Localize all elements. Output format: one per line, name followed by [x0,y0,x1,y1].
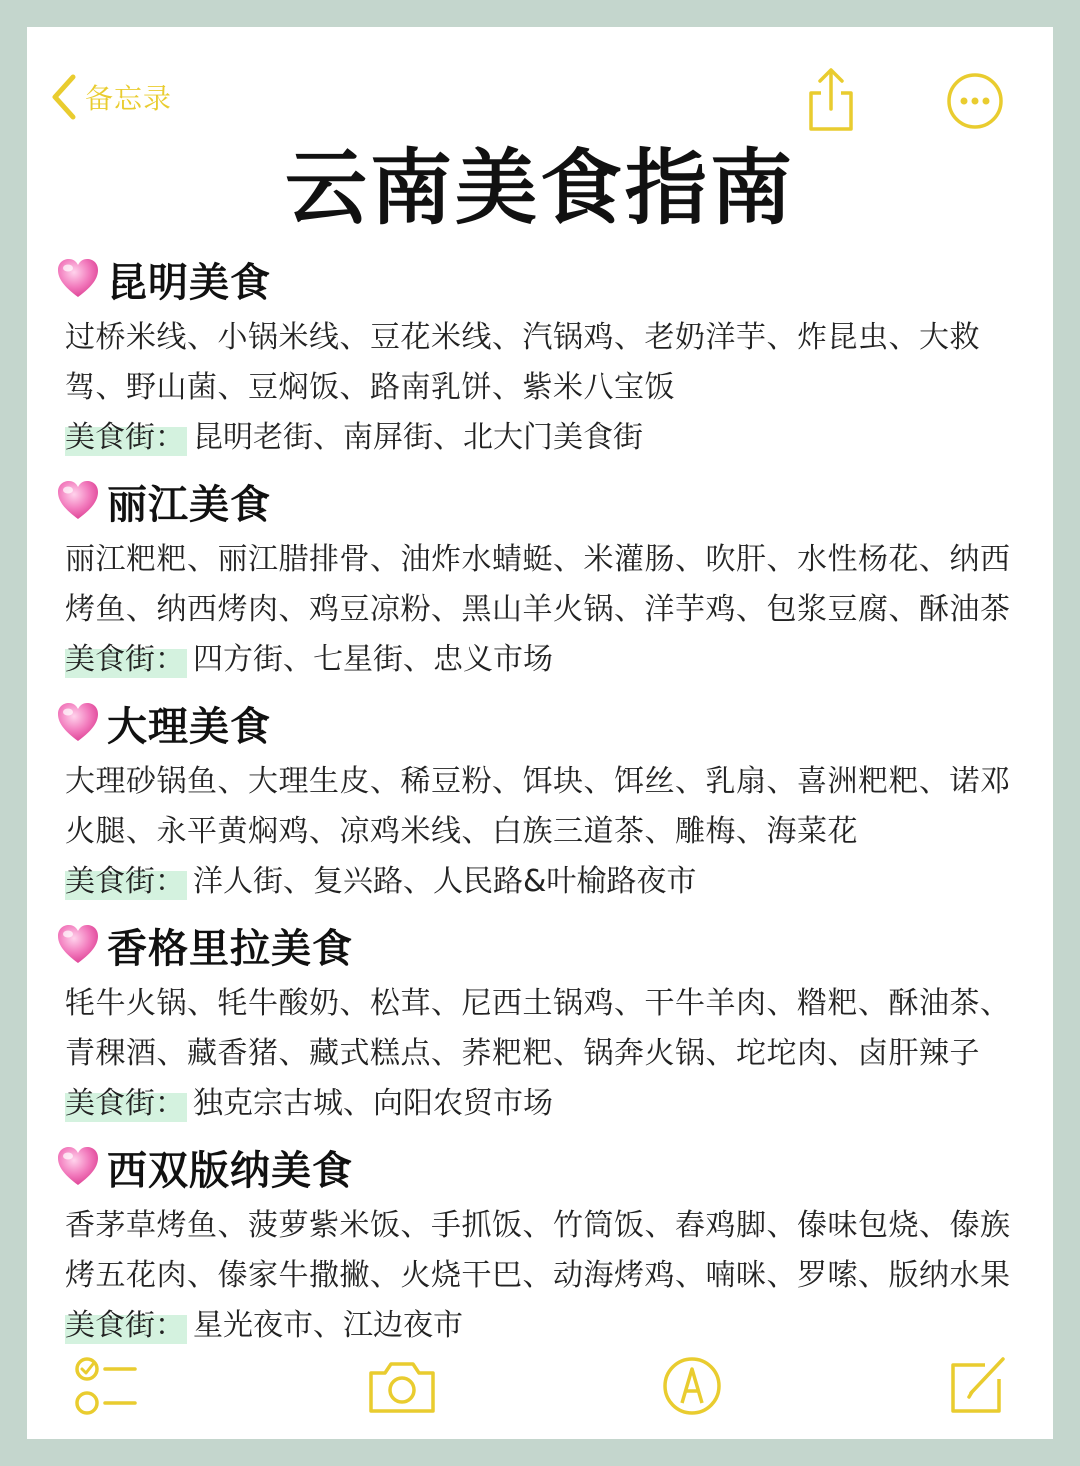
camera-button[interactable] [367,1359,437,1419]
food-list: 大理砂锅鱼、大理生皮、稀豆粉、饵块、饵丝、乳扇、喜洲粑粑、诺邓火腿、永平黄焖鸡、凉鸡米线、白族三道茶、雕梅、海菜花 [65,764,1011,849]
food-street-label: 美食街： [65,413,187,463]
section-header [55,1141,1035,1193]
food-street-label: 美食街： [65,857,187,907]
food-street-list: 独克宗古城、向阳农贸市场 [193,1086,553,1121]
section-header [55,475,1035,527]
food-street-row [65,1079,1035,1129]
food-list: 过桥米线、小锅米线、豆花米线、汽锅鸡、老奶洋芋、炸昆虫、大救驾、野山菌、豆焖饭、路南乳饼、紫米八宝饭 [65,320,980,405]
food-list: 香茅草烤鱼、菠萝紫米饭、手抓饭、竹筒饭、舂鸡脚、傣味包烧、傣族烤五花肉、傣家牛撒撇、火烧干巴、动海烤鸡、喃咪、罗嗦、版纳水果 [65,1208,1011,1293]
back-button[interactable] [47,73,172,121]
heart-icon [55,478,101,524]
food-street-label: 美食街： [65,1301,187,1351]
food-street-list: 四方街、七星街、忠义市场 [193,642,553,677]
food-street-row [65,413,1035,463]
heart-icon [55,1144,101,1190]
section-header [55,697,1035,749]
heart-icon [55,922,101,968]
markup-pen-icon [661,1355,723,1417]
share-icon [803,65,859,135]
more-icon [945,71,1005,131]
food-street-row [65,857,1035,907]
section-title: 香格里拉美食 [107,925,353,972]
back-label: 备忘录 [85,82,173,115]
section-lijiang [55,475,1035,685]
compose-button[interactable] [947,1353,1009,1421]
section-dali [55,697,1035,907]
heart-icon [55,256,101,302]
section-shangrila [55,919,1035,1129]
chevron-left-icon [47,73,79,121]
section-title: 西双版纳美食 [107,1147,353,1194]
food-list: 丽江粑粑、丽江腊排骨、油炸水蜻蜓、米灌肠、吹肝、水性杨花、纳西烤鱼、纳西烤肉、鸡豆凉粉、黑山羊火锅、洋芋鸡、包浆豆腐、酥油茶 [65,542,1011,627]
section-title: 大理美食 [107,703,271,750]
section-xishuangbanna [55,1141,1035,1351]
food-street-list: 昆明老街、南屏街、北大门美食街 [193,420,643,455]
compose-icon [947,1353,1009,1417]
food-street-label: 美食街： [65,635,187,685]
food-street-label: 美食街： [65,1079,187,1129]
checklist-icon [73,1355,139,1417]
more-button[interactable] [945,71,1005,131]
food-street-row [65,635,1035,685]
camera-icon [367,1359,437,1415]
markup-button[interactable] [661,1355,723,1421]
section-kunming [55,253,1035,463]
note-card [27,27,1053,1439]
section-title: 昆明美食 [107,259,271,306]
page-title: 云南美食指南 [284,141,795,236]
food-list: 牦牛火锅、牦牛酸奶、松茸、尼西土锅鸡、干牛羊肉、糌粑、酥油茶、青稞酒、藏香猪、藏式糕点、荞粑粑、锅奔火锅、坨坨肉、卤肝辣子 [65,986,1011,1071]
section-header [55,919,1035,971]
checklist-button[interactable] [73,1355,139,1421]
food-street-row [65,1301,1035,1351]
section-header [55,253,1035,305]
section-title: 丽江美食 [107,481,271,528]
food-street-list: 洋人街、复兴路、人民路&叶榆路夜市 [193,864,697,899]
food-street-list: 星光夜市、江边夜市 [193,1308,463,1343]
share-button[interactable] [803,65,859,135]
heart-icon [55,700,101,746]
